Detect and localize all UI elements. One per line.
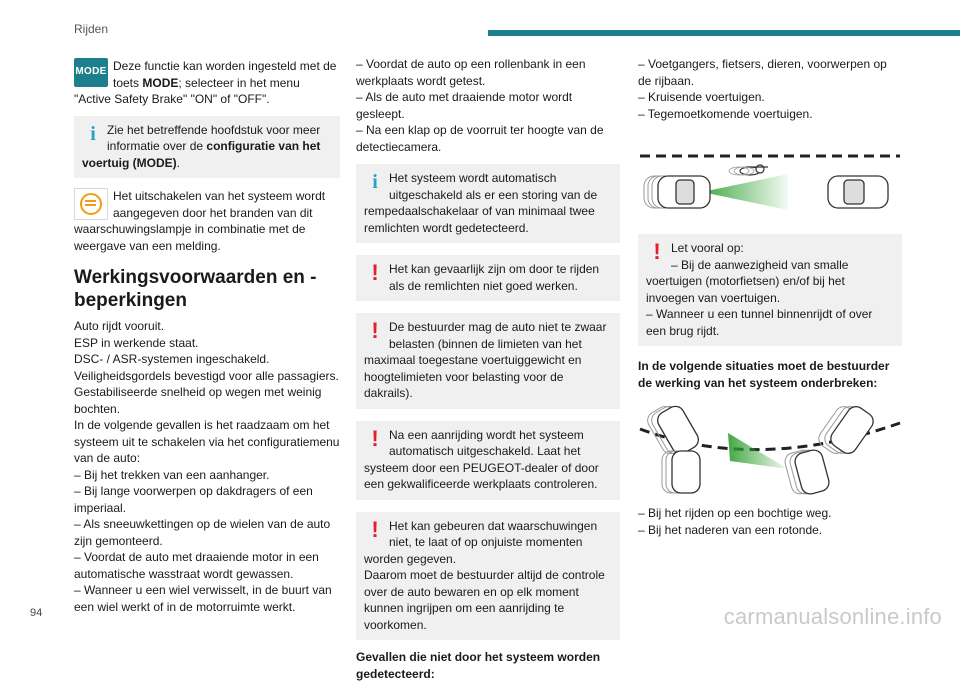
mode-text-part1: Deze functie kan worden ingesteld met de toets — [113, 59, 337, 90]
warning-exclamation-icon: ! — [653, 239, 661, 264]
list-item: – Wanneer u een wiel verwisselt, in de buurt van een wiel werkt of in de motorruimte werkt. — [74, 583, 332, 614]
illustration-curve — [638, 403, 902, 497]
info-icon: i — [372, 171, 378, 193]
list-item: Veiligheidsgordels bevestigd voor alle passagiers. — [74, 368, 339, 383]
list-item: Gestabiliseerde snelheid op wegen met weinig bochten. — [74, 385, 322, 416]
list-item: – Bij het naderen van een rotonde. — [638, 522, 823, 537]
warning-text: Het kan gevaarlijk zijn om door te rijden als de remlichten niet goed werken. — [389, 262, 600, 293]
warning-text: Daarom moet de bestuurder altijd de controle over de auto bewaren en op elk moment kunnen ingrijpen om een aanrijding te voorkomen. — [364, 568, 605, 632]
info-note-part1: Zie het betreffende hoofdstuk voor meer informatie over de — [107, 122, 321, 153]
illustration-cyclist — [638, 152, 902, 218]
chapter-title: Rijden — [74, 22, 109, 36]
mode-key-label: MODE — [142, 75, 179, 90]
warning-note-attention — [638, 234, 902, 346]
section-title: Werkingsvoorwaarden en -beperkingen — [74, 267, 317, 311]
warning-text: Het kan gebeuren dat waarschuwingen niet, te laat of op onjuiste momenten worden gegeven. — [364, 518, 598, 566]
mode-instruction — [74, 56, 340, 108]
list-item: – Als sneeuwkettingen op de wielen van de auto zijn gemonteerd. — [74, 517, 331, 548]
warning-lamp-text: Het uitschakelen van het systeem wordt aangegeven door het branden van dit waarschuwingslampje in combinatie met de weergave van een melding. — [74, 189, 326, 253]
list-item: ESP in werkende staat. — [74, 335, 199, 350]
list-item: DSC- / ASR-systemen ingeschakeld. — [74, 352, 270, 366]
list-item: Auto rijdt vooruit. — [74, 319, 165, 333]
curve-diagram — [638, 403, 902, 497]
info-note-configuration — [74, 116, 340, 179]
curve-list — [638, 505, 902, 538]
info-note-end: . — [176, 155, 181, 170]
bold-heading: In de volgende situaties moet de bestuurder de werking van het systeem onderbreken: — [638, 359, 890, 390]
list-item: – Bij het rijden op een bochtige weg. — [638, 506, 832, 520]
header-accent-bar — [488, 30, 960, 36]
info-note-text: Het systeem wordt automatisch uitgeschakeld als er een storing van de rempedaalschakelaar of van minimaal twee remlichten wordt gedetecteerd. — [364, 171, 598, 235]
list-item: – Bij het trekken van een aanhanger. — [74, 467, 270, 482]
warning-exclamation-icon: ! — [371, 425, 379, 451]
column-3 — [638, 56, 902, 538]
warning-title: Let vooral op: — [671, 241, 744, 255]
warning-lamp-icon — [74, 188, 108, 220]
list-item: – Voordat de auto met draaiende motor in een automatische wasstraat wordt gewassen. — [74, 550, 319, 581]
warning-exclamation-icon: ! — [371, 516, 379, 542]
warning-lamp-block — [74, 188, 340, 254]
conditions-list — [74, 318, 340, 615]
mode-text-part2: ; selecteer in het menu "Active Safety Brake" "ON" of "OFF". — [74, 75, 300, 106]
list-item: – Na een klap op de voorruit ter hoogte van de detectiecamera. — [356, 123, 604, 154]
mode-key-icon: MODE — [74, 58, 108, 87]
warning-note-4 — [356, 512, 620, 641]
list-item: – Bij lange voorwerpen op dakdragers of een imperiaal. — [74, 484, 313, 515]
page-number: 94 — [30, 607, 43, 619]
column-2 — [356, 56, 620, 682]
warning-exclamation-icon: ! — [371, 260, 379, 285]
warning-exclamation-icon: ! — [371, 318, 379, 343]
list-item: – Kruisende voertuigen. — [638, 90, 765, 104]
warning-text: De bestuurder mag de auto niet te zwaar belasten (binnen de limieten van het maximaal toegestane voertuiggewicht en hoogtelimieten voor belasting voor de dakrails). — [364, 320, 607, 400]
list-item: In de volgende gevallen is het raadzaam om het systeem uit te schakelen via het configuratiemenu van de auto: — [74, 418, 340, 465]
warning-note-2 — [356, 313, 620, 409]
list-item: – Voordat de auto op een rollenbank in een werkplaats wordt getest. — [356, 57, 586, 88]
cyclist-diagram — [638, 152, 902, 218]
list-item: – Tegemoetkomende voertuigen. — [638, 106, 813, 121]
warning-text: – Wanneer u een tunnel binnenrijdt of over een brug rijdt. — [646, 307, 873, 338]
mode-text — [74, 58, 340, 108]
bold-heading: Gevallen die niet door het systeem worden gedetecteerd: — [356, 650, 601, 681]
warning-text: – Bij de aanwezigheid van smalle voertuigen (motorfietsen) en/of bij het invoegen van voertuigen. — [646, 257, 849, 305]
list-item: – Als de auto met draaiende motor wordt gesleept. — [356, 90, 573, 121]
warning-note-1 — [356, 255, 620, 301]
column-1 — [74, 56, 340, 615]
info-note-bold: configuratie van het voertuig (MODE) — [82, 139, 321, 170]
watermark-text: carmanualsonline.info — [723, 604, 942, 629]
warning-text: Na een aanrijding wordt het systeem automatisch uitgeschakeld. Laat het systeem door een PEUGEOT-dealer of door een gekwalificeerde werkplaats controleren. — [364, 427, 599, 491]
warning-note-3 — [356, 421, 620, 500]
info-note-brake-lights — [356, 164, 620, 243]
info-icon: i — [90, 122, 96, 145]
list-item: – Voetgangers, fietsers, dieren, voorwerpen op de rijbaan. — [638, 57, 887, 88]
info-note-text — [82, 122, 332, 172]
